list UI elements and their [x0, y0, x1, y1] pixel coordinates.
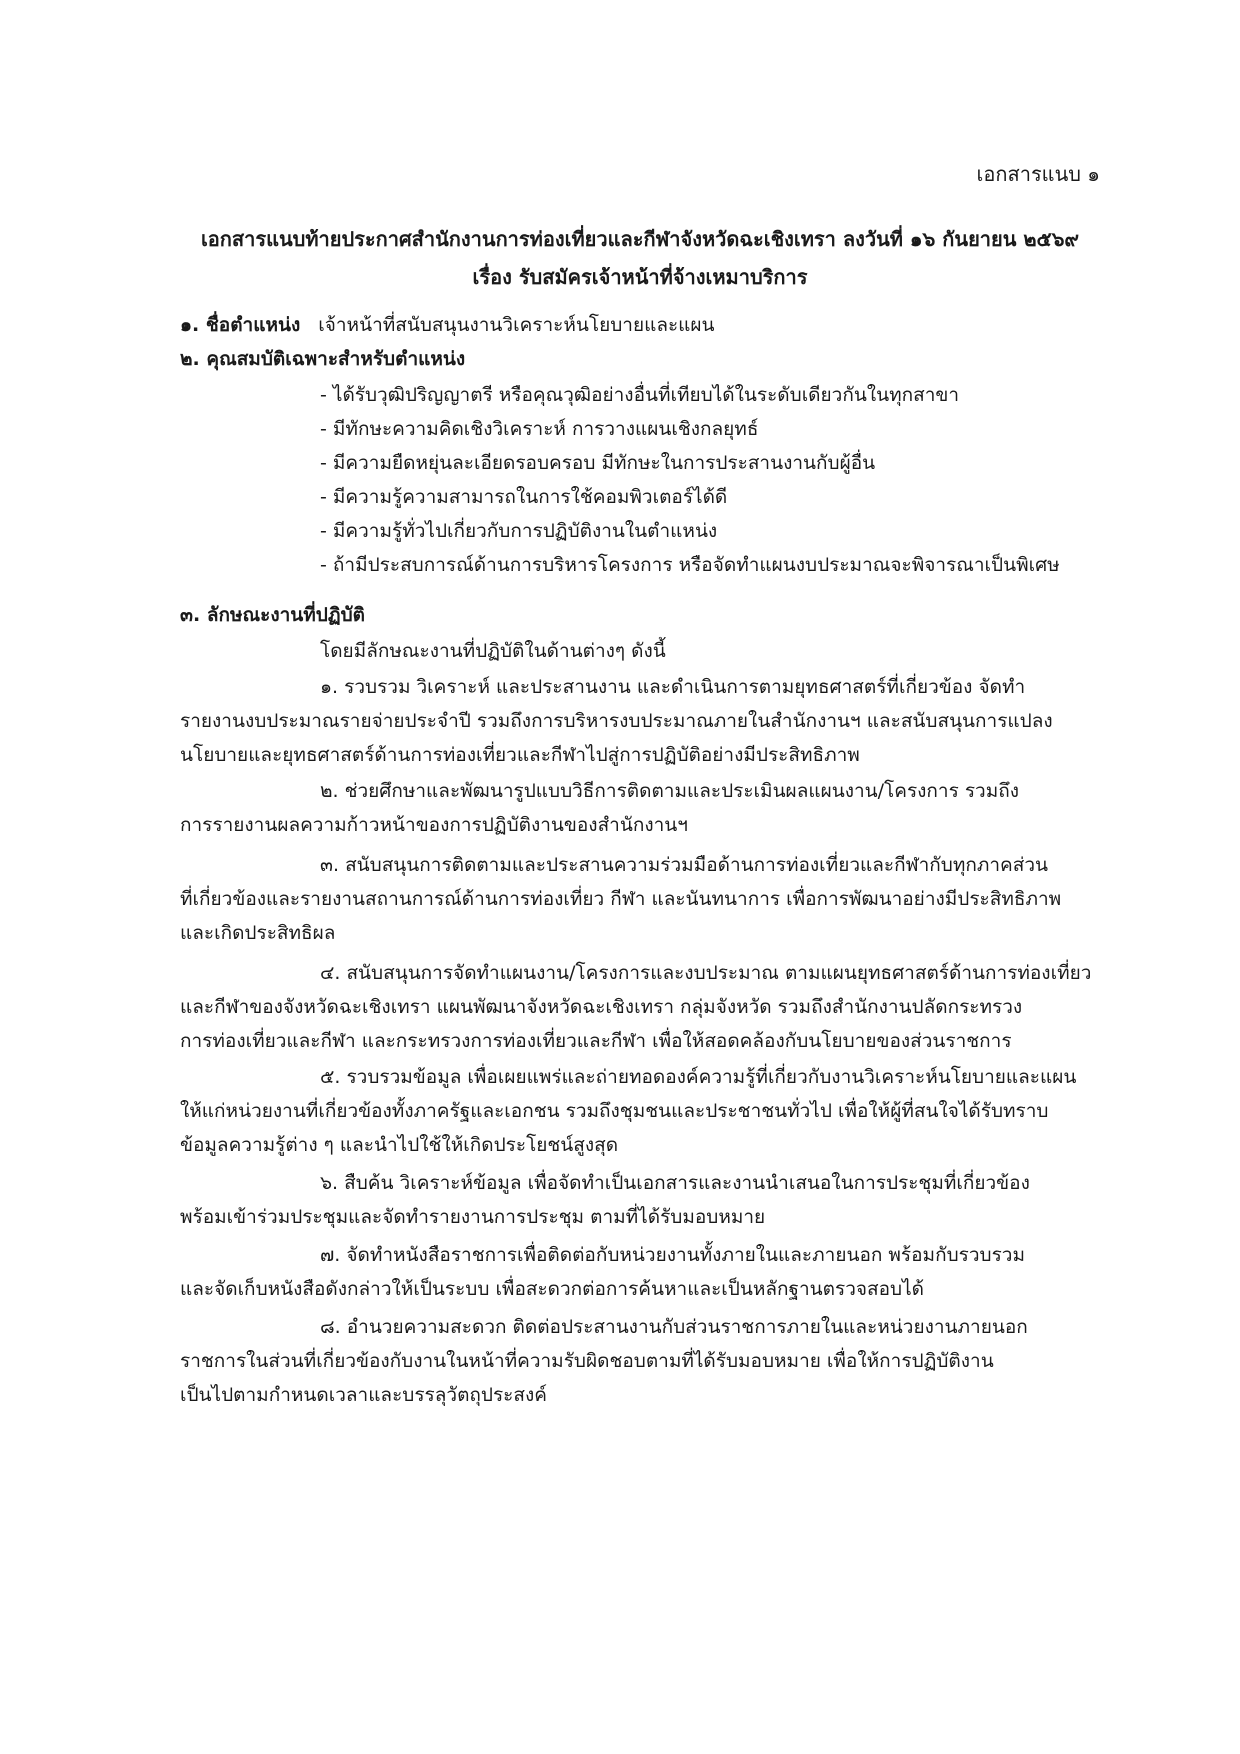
section-1-label: ชื่อตำแหน่ง	[205, 314, 301, 336]
duty-paragraph-1-line: รายงานงบประมาณรายจ่ายประจำปี รวมถึงการบริหารงบประมาณภายในสำนักงานฯ และสนับสนุนการแปลง	[180, 710, 1053, 732]
duty-paragraph-3-line: ๓. สนับสนุนการติดตามและประสานความร่วมมือด้านการท่องเที่ยวและกีฬากับทุกภาคส่วน	[320, 854, 1049, 876]
duty-paragraph-7-line: และจัดเก็บหนังสือดังกล่าวให้เป็นระบบ เพื่อสะดวกต่อการค้นหาและเป็นหลักฐานตรวจสอบได้	[180, 1278, 924, 1300]
qualification-item: - มีความยืดหยุ่นละเอียดรอบครอบ มีทักษะในการประสานงานกับผู้อื่น	[320, 452, 876, 474]
title-line-2: เรื่อง รับสมัครเจ้าหน้าที่จ้างเหมาบริการ	[472, 265, 808, 289]
duty-paragraph-6-line: ๖. สืบค้น วิเคราะห์ข้อมูล เพื่อจัดทำเป็นเอกสารและงานนำเสนอในการประชุมที่เกี่ยวข้อง	[320, 1172, 1030, 1194]
duty-paragraph-8-line: ๘. อำนวยความสะดวก ติดต่อประสานงานกับส่วนราชการภายในและหน่วยงานภายนอก	[320, 1316, 1028, 1338]
section-1-number: ๑.	[180, 314, 200, 336]
duty-paragraph-5-line: ข้อมูลความรู้ต่าง ๆ และนำไปใช้ให้เกิดประโยชน์สูงสุด	[180, 1134, 619, 1156]
duty-paragraph-1-line: นโยบายและยุทธศาสตร์ด้านการท่องเที่ยวและกีฬาไปสู่การปฏิบัติอย่างมีประสิทธิภาพ	[180, 744, 860, 766]
duty-paragraph-7-line: ๗. จัดทำหนังสือราชการเพื่อติดต่อกับหน่วยงานทั้งภายในและภายนอก พร้อมกับรวบรวม	[320, 1244, 1025, 1266]
duty-paragraph-8-line: ราชการในส่วนที่เกี่ยวข้องกับงานในหน้าที่ความรับผิดชอบตามที่ได้รับมอบหมาย เพื่อให้การปฏิบัติงาน	[180, 1350, 994, 1372]
duty-paragraph-8-line: เป็นไปตามกำหนดเวลาและบรรลุวัตถุประสงค์	[180, 1384, 547, 1406]
duty-paragraph-4-line: และกีฬาของจังหวัดฉะเชิงเทรา แผนพัฒนาจังหวัดฉะเชิงเทรา กลุ่มจังหวัด รวมถึงสำนักงานปลัดกระทรวง	[180, 996, 1023, 1018]
duty-paragraph-4-line: ๔. สนับสนุนการจัดทำแผนงาน/โครงการและงบประมาณ ตามแผนยุทธศาสตร์ด้านการท่องเที่ยว	[320, 962, 1092, 984]
section-3-heading: ๓. ลักษณะงานที่ปฏิบัติ	[180, 604, 365, 626]
duty-paragraph-2-line: ๒. ช่วยศึกษาและพัฒนารูปแบบวิธีการติดตามและประเมินผลแผนงาน/โครงการ รวมถึง	[320, 780, 1020, 802]
duty-paragraph-5-line: ๕. รวบรวมข้อมูล เพื่อเผยแพร่และถ่ายทอดองค์ความรู้ที่เกี่ยวกับงานวิเคราะห์นโยบายและแผน	[320, 1066, 1077, 1088]
qualification-item: - มีทักษะความคิดเชิงวิเคราะห์ การวางแผนเชิงกลยุทธ์	[320, 418, 759, 440]
duty-paragraph-6-line: พร้อมเข้าร่วมประชุมและจัดทำรายงานการประชุม ตามที่ได้รับมอบหมาย	[180, 1206, 766, 1228]
annex-label: เอกสารแนบ ๑	[976, 162, 1100, 186]
section-1-heading	[180, 310, 715, 340]
duty-paragraph-2-line: การรายงานผลความก้าวหน้าของการปฏิบัติงานของสำนักงานฯ	[180, 814, 688, 836]
qualification-item: - ได้รับวุฒิปริญญาตรี หรือคุณวุฒิอย่างอื่นที่เทียบได้ในระดับเดียวกันในทุกสาขา	[320, 384, 960, 406]
duty-paragraph-4-line: การท่องเที่ยวและกีฬา และกระทรวงการท่องเที่ยวและกีฬา เพื่อให้สอดคล้องกับนโยบายของส่วนราชการ	[180, 1030, 1012, 1052]
section-2-heading: ๒. คุณสมบัติเฉพาะสำหรับตำแหน่ง	[180, 348, 466, 370]
duty-paragraph-5-line: ให้แก่หน่วยงานที่เกี่ยวข้องทั้งภาครัฐและเอกชน รวมถึงชุมชนและประชาชนทั่วไป เพื่อให้ผู้ที่สนใจได้รับทราบ	[180, 1100, 1049, 1122]
section-3-intro: โดยมีลักษณะงานที่ปฏิบัติในด้านต่างๆ ดังนี้	[320, 640, 666, 662]
title-line-1: เอกสารแนบท้ายประกาศสำนักงานการท่องเที่ยวและกีฬาจังหวัดฉะเชิงเทรา ลงวันที่ ๑๖ กันยายน ๒๕๖๙	[200, 227, 1080, 251]
qualification-item: - มีความรู้ทั่วไปเกี่ยวกับการปฏิบัติงานในตำแหน่ง	[320, 520, 718, 542]
duty-paragraph-3-line: ที่เกี่ยวข้องและรายงานสถานการณ์ด้านการท่องเที่ยว กีฬา และนันทนาการ เพื่อการพัฒนาอย่างมีประสิทธิภาพ	[180, 888, 1062, 910]
duty-paragraph-3-line: และเกิดประสิทธิผล	[180, 922, 336, 944]
duty-paragraph-1-line: ๑. รวบรวม วิเคราะห์ และประสานงาน และดำเนินการตามยุทธศาสตร์ที่เกี่ยวข้อง จัดทำ	[320, 676, 1026, 698]
section-1-value: เจ้าหน้าที่สนับสนุนงานวิเคราะห์นโยบายและแผน	[318, 314, 715, 336]
qualification-item: - ถ้ามีประสบการณ์ด้านการบริหารโครงการ หรือจัดทำแผนงบประมาณจะพิจารณาเป็นพิเศษ	[320, 554, 1060, 576]
document-title	[150, 220, 1130, 296]
qualification-item: - มีความรู้ความสามารถในการใช้คอมพิวเตอร์ได้ดี	[320, 486, 728, 508]
